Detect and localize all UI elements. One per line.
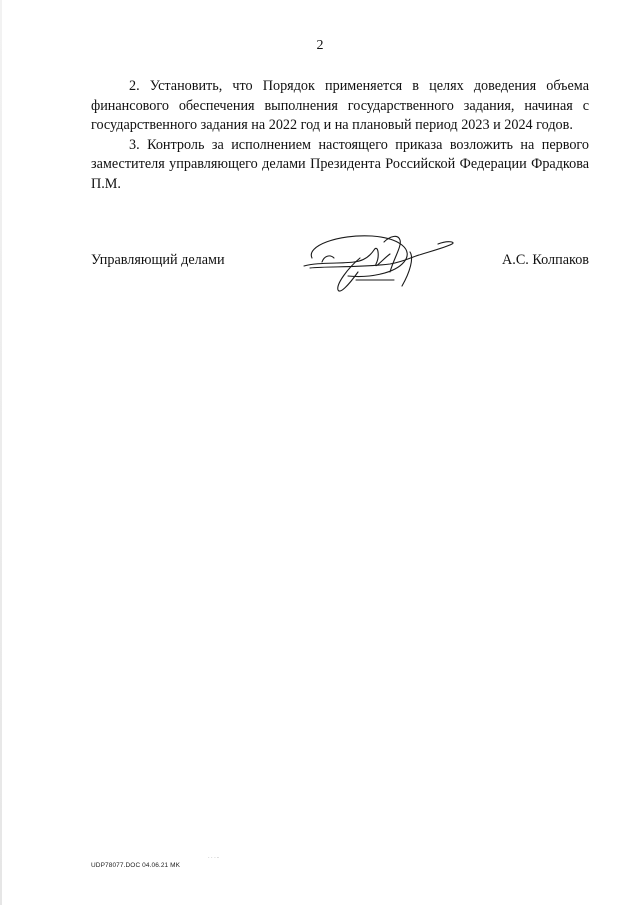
paragraph-3: 3. Контроль за исполнением настоящего приказа возложить на первого заместителя управляющего делами Президента Российской Федерации Фрадкова П.М.: [91, 136, 589, 192]
signer-title: Управляющий делами: [91, 252, 225, 268]
page-number: 2: [316, 38, 324, 53]
signer-name: А.С. Колпаков: [502, 252, 589, 268]
document-code: UDP78077.DOC 04.06.21 MK: [91, 862, 181, 869]
scan-mark: · · · -: [208, 855, 219, 861]
paragraph-2: 2. Установить, что Порядок применяется в целях доведения объема финансового обеспечения выполнения государственного задания, начиная с государственного задания на 2022 год и на плановый период 2023 и 2024 годов.: [91, 78, 589, 133]
document-body: [91, 77, 589, 194]
handwritten-signature: [298, 228, 458, 300]
scan-edge: [0, 0, 2, 905]
